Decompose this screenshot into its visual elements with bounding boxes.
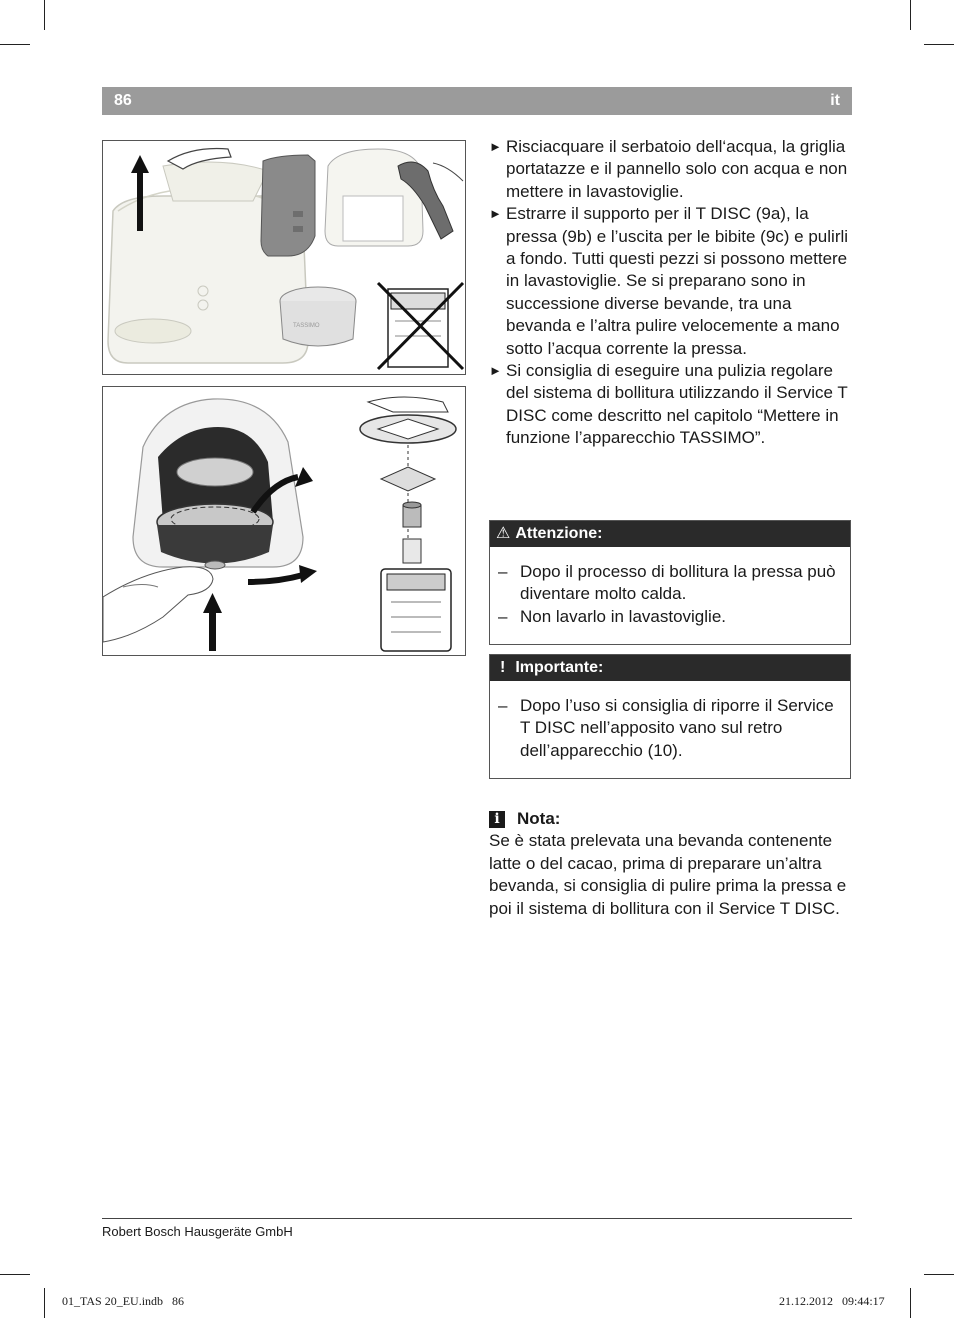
list-item: – Dopo l’uso si consiglia di riporre il Service T DISC nell’apposito vano sul retro dell’apparecchio (10).	[498, 696, 834, 760]
arrow-bullet-icon: ►	[489, 139, 502, 154]
language-code: it	[830, 92, 840, 109]
warning-triangle-icon: ⚠	[496, 525, 511, 542]
press-removal-illustration	[102, 386, 466, 656]
page-header	[102, 87, 852, 115]
list-item: ► Si consiglia di eseguire una pulizia regolare del sistema di bollitura utilizzando il Service T DISC come descritto nel capitolo “Mettere in funzione l’apparecchio TASSIMO”.	[489, 361, 848, 448]
list-item: ► Risciacquare il serbatoio dell‘acqua, la griglia portatazze e il pannello solo con acqua e non mettere in lavastoviglie.	[489, 137, 848, 201]
footer-divider	[102, 1218, 852, 1219]
arrow-bullet-icon: ►	[489, 206, 502, 222]
note-section	[489, 808, 853, 920]
important-box	[489, 654, 851, 779]
brand-text: TASSIMO	[293, 323, 320, 329]
important-title: Importante:	[515, 659, 604, 676]
crop-mark	[910, 1288, 911, 1318]
arrow-bullet-icon: ►	[489, 363, 502, 379]
crop-mark	[924, 1274, 954, 1275]
cleaning-illustration	[102, 140, 466, 375]
warning-header	[490, 521, 850, 547]
cleaning-instructions	[489, 136, 853, 450]
important-header	[490, 655, 850, 681]
print-slug-date: 21.12.2012 09:44:17	[779, 1294, 885, 1308]
crop-mark	[910, 0, 911, 30]
info-icon: i	[489, 811, 505, 828]
warning-box	[489, 520, 851, 645]
warning-title: Attenzione:	[515, 525, 603, 542]
crop-mark	[0, 44, 30, 45]
crop-mark	[0, 1274, 30, 1275]
list-item: ► Estrarre il supporto per il T DISC (9a), la pressa (9b) e l’uscita per le bibite (9c) e pulirli a fondo. Tutti questi pezzi si possono mettere in lavastoviglie. Se si preparano sono in successione diverse bevande, tra una bevanda e l’altra pulire velocemente a mano sotto l’acqua corrente la pressa.	[489, 204, 849, 358]
note-title: Nota:	[517, 809, 561, 828]
list-item: – Non lavarlo in lavastoviglie.	[498, 606, 726, 626]
print-slug-file: 01_TAS 20_EU.indb 86	[62, 1294, 185, 1308]
footer-company: Robert Bosch Hausgeräte GmbH	[102, 1224, 293, 1239]
page-number: 86	[114, 92, 132, 109]
crop-mark	[44, 1288, 45, 1318]
exclamation-icon: !	[500, 659, 506, 676]
crop-mark	[44, 0, 45, 30]
list-item: – Dopo il processo di bollitura la pressa può diventare molto calda.	[498, 562, 836, 604]
crop-mark	[924, 44, 954, 45]
note-text: Se è stata prelevata una bevanda contenente latte o del cacao, prima di preparare un’altra bevanda, si consiglia di pulire prima la pressa e poi il sistema di bollitura con il Service T DISC.	[489, 831, 847, 918]
